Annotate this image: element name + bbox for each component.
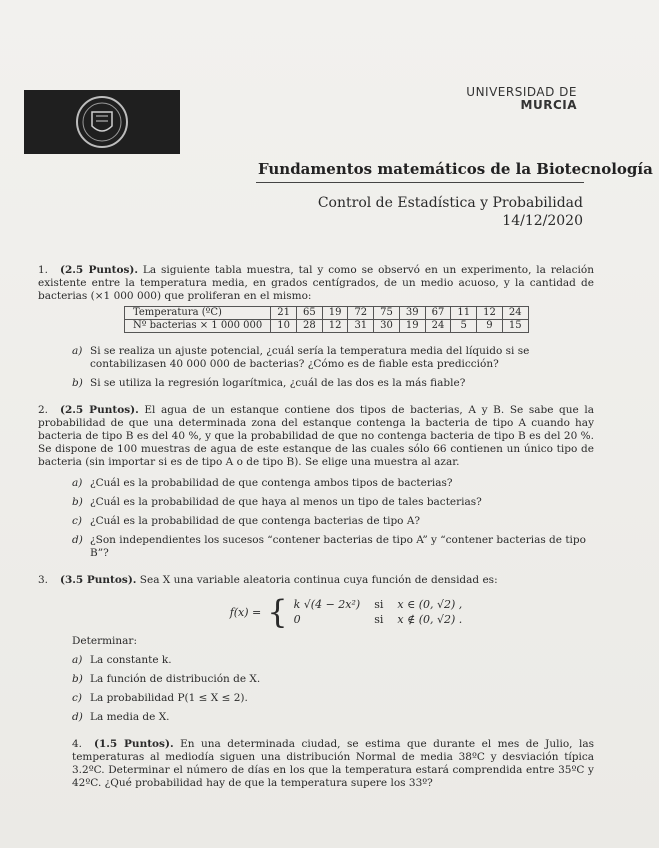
question-2-text: El agua de un estanque contiene dos tipos de bacterias, A y B. Se sabe que la probabilidad de que una determinada zona del estanque contenga la bacteria de tipo A cuando hay bacteria de tipo B es del 40 %, y que la probabilidad de que no contenga bacteria de tipo B es del 20 %. Se dispone de 100 muestras de agua de este estanque de las cuales sólo 66 contienen un único tipo de bacteria (sin importar si es de tipo A o de tipo B). Se elige una muestra al azar.	[38, 404, 594, 468]
item-text: La función de distribución de X.	[90, 673, 261, 685]
table-cell: 19	[399, 320, 425, 333]
university-seal-icon	[72, 94, 132, 150]
question-3-item-d	[72, 711, 594, 724]
table-cell: 12	[477, 307, 503, 320]
question-3-items	[38, 654, 594, 724]
question-1-number: 1.	[38, 264, 49, 276]
case-2-expression: 0	[293, 613, 301, 626]
function-lhs: f(x) =	[229, 605, 262, 619]
table-cell: 10	[271, 320, 297, 333]
table-cell: 9	[477, 320, 503, 333]
item-label: b)	[72, 377, 83, 389]
university-line1: UNIVERSIDAD DE	[466, 85, 577, 99]
university-logo	[24, 90, 180, 154]
item-text: ¿Cuál es la probabilidad de que contenga bacterias de tipo A?	[90, 515, 421, 527]
item-label: a)	[72, 345, 83, 357]
case-1-si: si	[374, 598, 384, 611]
table-cell: 31	[348, 320, 374, 333]
table-cell: 72	[348, 307, 374, 320]
determinar-label: Determinar:	[72, 635, 137, 647]
item-label: c)	[72, 515, 82, 527]
table-cell: 11	[451, 307, 477, 320]
question-2-items	[38, 477, 594, 560]
table-cell: 24	[425, 320, 451, 333]
question-4	[38, 738, 594, 790]
item-label: d)	[72, 534, 83, 546]
item-text: Si se utiliza la regresión logarítmica, ¿cuál de las dos es la más fiable?	[90, 377, 466, 389]
item-label: b)	[72, 496, 83, 508]
brace-icon: {	[267, 593, 288, 631]
function-cases	[294, 598, 463, 626]
case-1-condition: x ∈ (0, √2) ,	[397, 598, 463, 611]
item-label: a)	[72, 477, 83, 489]
table-cell: 65	[296, 307, 322, 320]
item-text: La probabilidad P(1 ≤ X ≤ 2).	[90, 692, 248, 704]
bacteria-table	[124, 306, 529, 333]
university-name	[466, 86, 577, 112]
question-1-text: La siguiente tabla muestra, tal y como se observó en un experimento, la relación existente entre la temperatura media, en grados centígrados, de un medio acuoso, y la cantidad de bacterias (×1 000 000) que proliferan en el mismo:	[38, 264, 594, 302]
table-cell: 15	[502, 320, 528, 333]
item-label: a)	[72, 654, 83, 666]
question-4-points: (1.5 Puntos).	[94, 738, 174, 750]
item-text: La constante k.	[90, 654, 172, 666]
item-text: ¿Cuál es la probabilidad de que haya al menos un tipo de tales bacterias?	[90, 496, 482, 508]
table-row-temperature	[125, 307, 529, 320]
case-1-expression: k √(4 − 2x²)	[293, 598, 361, 611]
exam-info	[318, 194, 583, 230]
table-cell: 12	[322, 320, 348, 333]
question-1-points: (2.5 Puntos).	[60, 264, 138, 276]
table-cell: 75	[374, 307, 400, 320]
table-cell: 28	[296, 320, 322, 333]
item-text: Si se realiza un ajuste potencial, ¿cuál sería la temperatura media del líquido si se contabilizasen 40 000 000 de bacterias? ¿Cómo es de fiable esta predicción?	[90, 345, 530, 370]
question-1	[38, 264, 594, 303]
question-3-points: (3.5 Puntos).	[60, 574, 137, 586]
question-3-item-b	[72, 673, 594, 686]
university-line2: MURCIA	[520, 98, 577, 112]
case-2-si: si	[374, 613, 384, 626]
question-3	[38, 574, 594, 587]
table-cell: 39	[399, 307, 425, 320]
table-cell: 67	[425, 307, 451, 320]
item-label: d)	[72, 711, 83, 723]
course-title: Fundamentos matemáticos de la Biotecnología	[258, 160, 653, 178]
question-2-number: 2.	[38, 404, 49, 416]
question-2-item-a	[72, 477, 594, 490]
question-3-item-a	[72, 654, 594, 667]
question-2-item-c	[72, 515, 594, 528]
question-2-item-d	[72, 534, 594, 560]
table-cell: 19	[322, 307, 348, 320]
table-row-bacteria	[125, 320, 529, 333]
question-1-items	[38, 345, 594, 390]
exam-date: 14/12/2020	[502, 213, 583, 229]
question-4-text: En una determinada ciudad, se estima que durante el mes de Julio, las temperaturas al mediodía siguen una distribución Normal de media 38ºC y desviación típica 3.2ºC. Determinar el número de días en los que la temperatura estará comprendida entre 35ºC y 42ºC. ¿Qué probabilidad hay de que la temperatura supere los 33º?	[72, 738, 594, 789]
item-label: c)	[72, 692, 82, 704]
table-header-bacteria: Nº bacterias × 1 000 000	[125, 320, 271, 333]
table-cell: 24	[502, 307, 528, 320]
exam-name: Control de Estadística y Probabilidad	[317, 195, 583, 211]
table-cell: 30	[374, 320, 400, 333]
case-2-condition: x ∉ (0, √2) .	[397, 613, 463, 626]
title-divider	[256, 182, 584, 183]
density-function	[98, 593, 594, 631]
question-3-number: 3.	[38, 574, 49, 586]
item-text: ¿Cuál es la probabilidad de que contenga ambos tipos de bacterias?	[90, 477, 453, 489]
table-cell: 21	[271, 307, 297, 320]
exam-content	[38, 264, 594, 790]
question-4-number: 4.	[72, 738, 83, 750]
question-3-item-c	[72, 692, 594, 705]
question-2-item-b	[72, 496, 594, 509]
item-label: b)	[72, 673, 83, 685]
question-1-item-a	[72, 345, 594, 371]
item-text: ¿Son independientes los sucesos “contener bacterias de tipo A” y “contener bacterias de tipo B”?	[90, 534, 586, 559]
table-cell: 5	[451, 320, 477, 333]
question-2-points: (2.5 Puntos).	[60, 404, 139, 416]
question-1-item-b	[72, 377, 594, 390]
table-header-temperature: Temperatura (ºC)	[125, 307, 271, 320]
question-3-text: Sea X una variable aleatoria continua cuya función de densidad es:	[139, 574, 498, 586]
item-text: La media de X.	[90, 711, 170, 723]
question-2	[38, 404, 594, 469]
